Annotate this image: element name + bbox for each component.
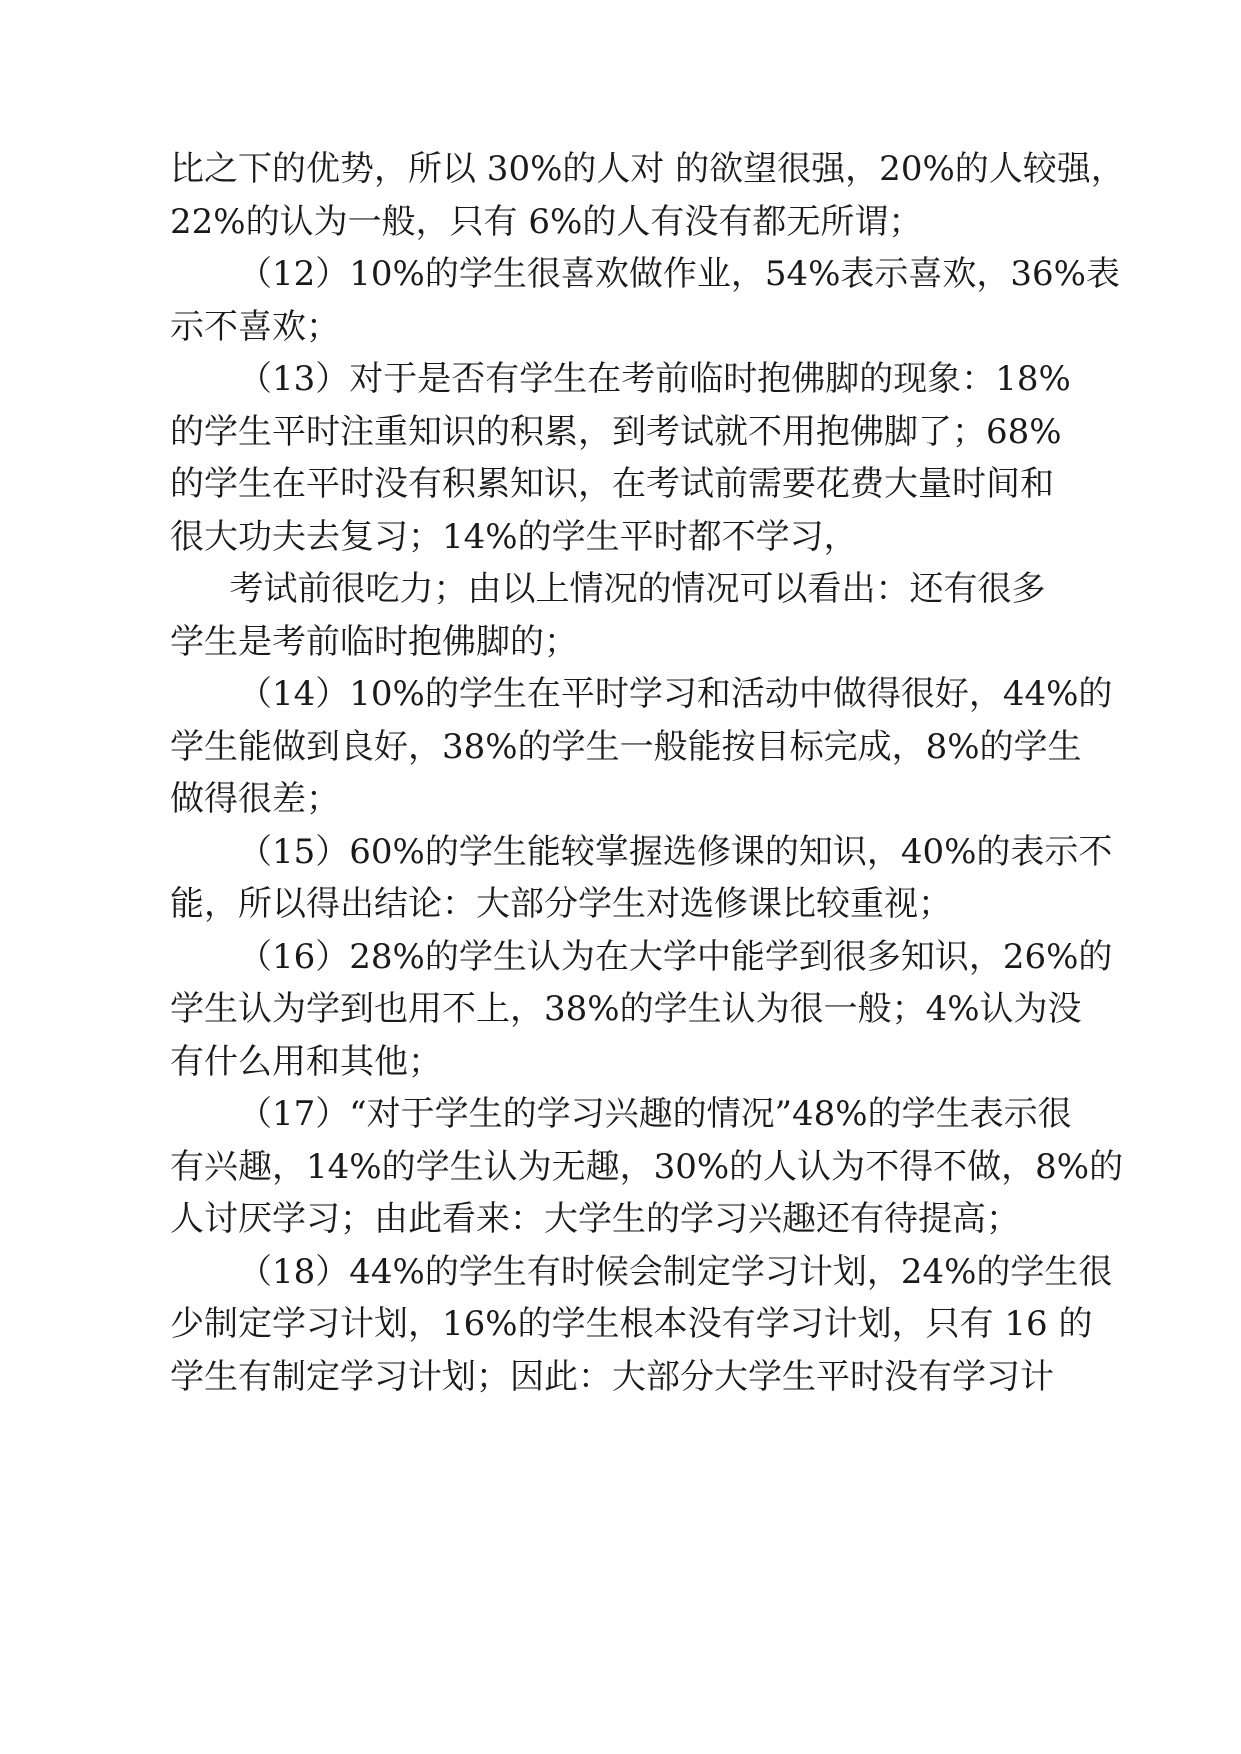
text-line: （13）对于是否有学生在考前临时抱佛脚的现象：18% <box>238 359 1071 399</box>
text-line: 考试前很吃力；由以上情况的情况可以看出：还有很多 <box>229 569 1046 609</box>
text-line: （16）28%的学生认为在大学中能学到很多知识，26%的 <box>238 936 1113 977</box>
text-line: 的学生在平时没有积累知识，在考试前需要花费大量时间和 <box>170 464 1054 504</box>
text-line: 做得很差； <box>170 779 340 819</box>
text-line: 学生是考前临时抱佛脚的； <box>170 621 578 662</box>
text-line: （14）10%的学生在平时学习和活动中做得很好，44%的 <box>238 674 1113 714</box>
paragraph-item-18 <box>170 1246 1113 1404</box>
text-line: （17）“对于学生的学习兴趣的情况”48%的学生表示很 <box>238 1094 1072 1134</box>
document-body <box>170 143 1125 1403</box>
paragraph-item-13 <box>170 353 1071 563</box>
text-line: 能，所以得出结论：大部分学生对选修课比较重视； <box>170 884 952 924</box>
text-line: 少制定学习计划，16%的学生根本没有学习计划，只有 16 的 <box>170 1304 1093 1344</box>
text-line: 学生有制定学习计划；因此：大部分大学生平时没有学习计 <box>170 1356 1054 1397</box>
text-line: （18）44%的学生有时候会制定学习计划，24%的学生很 <box>238 1251 1113 1292</box>
text-line: 比之下的优势，所以 30%的人对 的欲望很强，20%的人较强， <box>170 149 1125 189</box>
paragraph-continuation <box>170 143 1125 248</box>
text-line: 有兴趣，14%的学生认为无趣，30%的人认为不得不做，8%的 <box>170 1146 1124 1187</box>
paragraph-item-16 <box>170 931 1113 1089</box>
text-line: 学生认为学到也用不上，38%的学生认为很一般；4%认为没 <box>170 989 1082 1029</box>
paragraph-item-15 <box>170 826 1113 931</box>
text-line: （15）60%的学生能较掌握选修课的知识，40%的表示不 <box>238 831 1113 872</box>
text-line: 示不喜欢； <box>170 306 340 347</box>
paragraph-item-17 <box>170 1088 1124 1246</box>
text-line: 有什么用和其他； <box>170 1041 442 1082</box>
paragraph-item-12 <box>170 248 1120 353</box>
text-line: 很大功夫去复习；14%的学生平时都不学习， <box>170 516 858 557</box>
text-line: 的学生平时注重知识的积累，到考试就不用抱佛脚了；68% <box>170 411 1062 452</box>
paragraph-fragment <box>170 563 1046 668</box>
paragraph-item-14 <box>170 668 1113 826</box>
text-line: 22%的认为一般，只有 6%的人有没有都无所谓； <box>170 201 923 242</box>
text-line: （12）10%的学生很喜欢做作业，54%表示喜欢，36%表 <box>238 254 1120 294</box>
text-line: 学生能做到良好，38%的学生一般能按目标完成，8%的学生 <box>170 726 1082 767</box>
text-line: 人讨厌学习；由此看来：大学生的学习兴趣还有待提高； <box>170 1199 1020 1239</box>
